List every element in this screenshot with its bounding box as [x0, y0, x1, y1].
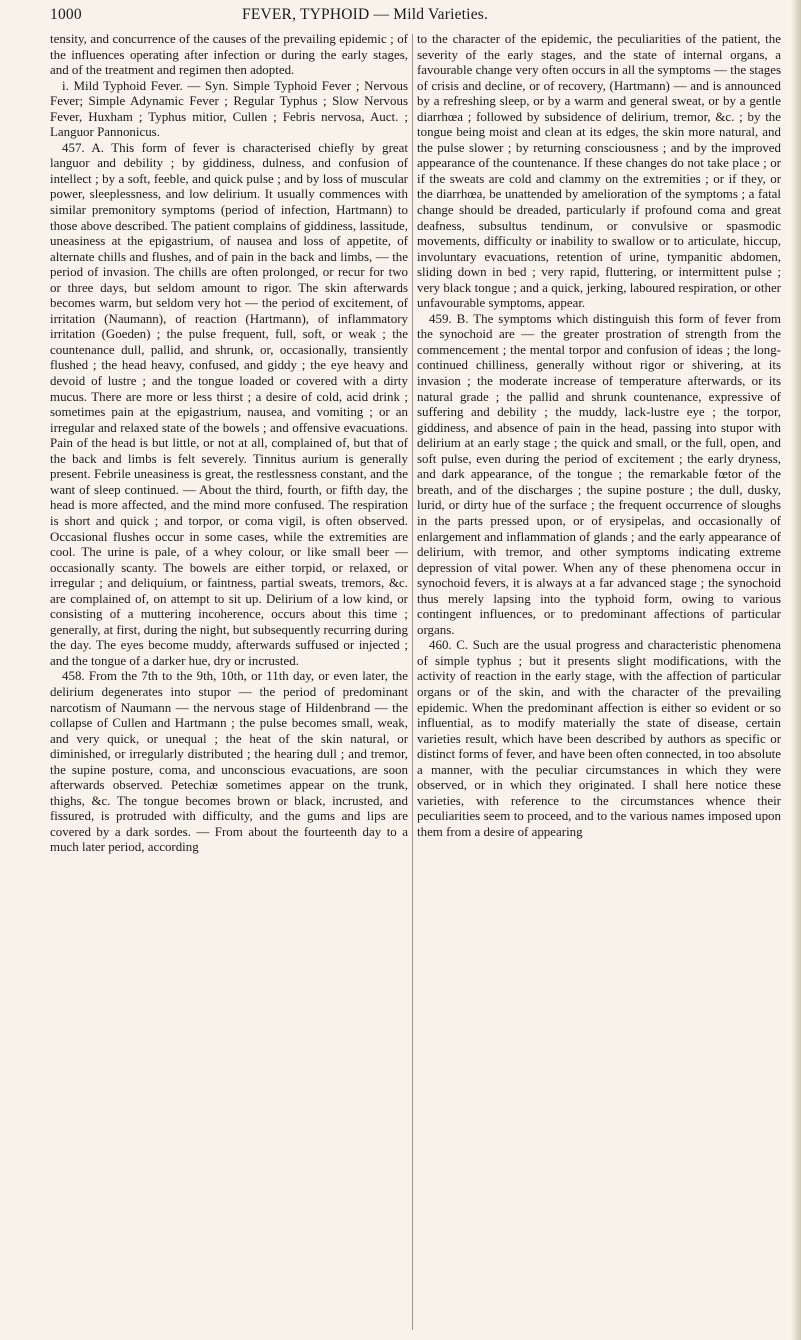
- left-column: [50, 31, 408, 1331]
- page-number: 1000: [50, 6, 82, 23]
- paragraph-460: 460. C. Such are the usual progress and characteristic phenomena of simple typhus ; but it presents slight modifications, with the activity of reaction in the early stage, with the affection of particular organs or of the skin, and with the character of the prevailing epidemic. When the predominant affection is either so evident or so influential, as to modify materially the state of disease, certain varieties result, which have been described by authors as specific or distinct forms of fever, and have been often connected, in too absolute a manner, with the peculiar circumstances in which they were observed, or in which they originated. I shall here notice these varieties, with reference to the circumstances whence their peculiarities seem to proceed, and to the various names imposed upon them from a desire of appearing: [417, 637, 781, 839]
- paragraph-459: 459. B. The symptoms which distinguish this form of fever from the synochoid are — the greater prostration of strength from the commencement ; the mental torpor and confusion of ideas ; the long-continued chilliness, generally without rigor or shivering, at its invasion ; the moderate increase of temperature afterwards, or its natural grade ; the pallid and shrunk countenance, expressive of suffering and debility ; the muddy, lack-lustre eye ; the torpor, giddiness, and absence of pain in the head, passing into stupor with delirium at an early stage ; the quick and small, or the full, open, and soft pulse, even during the period of excitement ; the early dryness, and dark appearance, of the tongue ; the remarkable fœtor of the breath, and of the discharges ; the supine posture ; the dull, dusky, lurid, or dirty hue of the surface ; the frequent occurrence of sloughs in the parts pressed upon, or of erysipelas, and occasionally of enlargement and inflammation of glands ; and the early appearance of delirium, with tremor, and other symptoms indicating extreme depression of vital power. When any of these phenomena occur in synochoid fevers, it is always at a far advanced stage ; the synochoid thus merely lapsing into the typhoid form, owing to various contingent influences, or to predominant affections of particular organs.: [417, 310, 781, 637]
- right-column: [417, 31, 781, 1331]
- paragraph: to the character of the epidemic, the peculiarities of the patient, the severity of the early stages, and the state of internal organs, a favourable change very often occurs in all the symptoms — the stages of crisis and decline, or of recovery, (Hartmann) — and is announced by a refreshing sleep, or by a warm and general sweat, or by a gentle diarrhœa ; followed by subsidence of delirium, tremor, &c. ; by the tongue being moist and clean at its edges, the skin more natural, and the pulse slower ; by returning consciousness ; and by the improved appearance of the countenance. If these changes do not take place ; or if the sweats are cold and clammy on the extremities ; or if they, or the diarrhœa, be unattended by amelioration of the symptoms ; a fatal change should be dreaded, particularly if profound coma and great deafness, subsultus tendinum, or convulsive or spasmodic movements, difficulty or inability to swallow or to articulate, hiccup, involuntary evacuations, retention of urine, tympanitic abdomen, sliding down in bed ; very rapid, fluttering, or intermittent pulse ; very black tongue ; and a quick, jerking, laboured respiration, or other unfavourable symptoms, appear.: [417, 31, 781, 311]
- running-title: FEVER, TYPHOID — Mild Varieties.: [242, 6, 489, 23]
- paragraph-457: 457. A. This form of fever is characterised chiefly by great languor and debility ; by giddiness, dulness, and confusion of intellect ; by a soft, feeble, and quick pulse ; and by loss of muscular power, sleeplessness, and low delirium. It usually commences with similar premonitory symptoms (period of infection, Hartmann) to those above described. The patient complains of giddiness, lassitude, uneasiness at the epigastrium, of nausea and loss of appetite, of alternate chills and flushes, and of pain in the back and limbs, — the period of invasion. The chills are often prolonged, or recur for two or three days, but seldom amount to rigor. The skin afterwards becomes warm, but seldom very hot — the period of excitement, of irritation (Naumann), of reaction (Hartmann), of inflammatory irritation (Goeden) ; the pulse frequent, full, soft, or weak ; the countenance dull, pallid, and shrunk, or, occasionally, transiently flushed ; the head heavy, confused, and giddy ; the eye heavy and devoid of lustre ; and the tongue loaded or covered with a dirty mucus. There are more or less thirst ; a desire of cold, acid drink ; sometimes pain at the epigastrium, nausea, and vomiting ; or an irregular and relaxed state of the bowels ; and offensive evacuations. Pain of the head is but little, or not at all, complained of, but that of the back and limbs is felt severely. Tinnitus aurium is generally present. Febrile uneasiness is great, the restlessness constant, and the want of sleep continued. — About the third, fourth, or fifth day, the head is more affected, and the mind more confused. The respiration is short and quick ; and torpor, or coma vigil, is often observed. Occasional flushes occur in some cases, while the extremities are cool. The urine is pale, of a whey colour, or like small beer — occasionally scanty. The bowels are either torpid, or relaxed, or irregular ; and deliquium, or faintness, partial sweats, tremors, &c. are complained of, on attempt to sit up. Delirium of a low kind, or consisting of a muttering incoherence, occurs about this time ; generally, at first, during the night, but subsequently recurring during the day. The eyes become muddy, afterwards suffused or injected ; and the tongue of a darker hue, dry or incrusted.: [50, 139, 408, 668]
- section-heading-mild-typhoid: i. Mild Typhoid Fever. — Syn. Simple Typhoid Fever ; Nervous Fever; Simple Adynamic Fever ; Regular Typhus ; Slow Nervous Fever, Huxham ; Typhus mitior, Cullen ; Febris nervosa, Auct. ; Languor Pannonicus.: [50, 77, 408, 140]
- page-edge: [791, 0, 801, 1340]
- column-divider: [412, 34, 413, 1330]
- running-header: [50, 6, 780, 28]
- paragraph: tensity, and concurrence of the causes of the prevailing epidemic ; of the influences operating after infection or during the early stages, and of the treatment and regimen then adopted.: [50, 31, 408, 78]
- paragraph-458: 458. From the 7th to the 9th, 10th, or 11th day, or even later, the delirium degenerates into stupor — the period of predominant narcotism of Naumann — the nervous stage of Hildenbrand — the collapse of Cullen and Hartmann ; the pulse becomes small, weak, and very quick, or unequal ; the heat of the skin natural, or diminished, or irregularly distributed ; the hearing dull ; and tremor, the supine posture, coma, and unconscious evacuations, are soon afterwards observed. Petechiæ sometimes appear on the trunk, thighs, &c. The tongue becomes brown or black, incrusted, and fissured, is protruded with difficulty, and the gums and lips are covered by a dark sordes. — From about the fourteenth day to a much later period, according: [50, 668, 408, 855]
